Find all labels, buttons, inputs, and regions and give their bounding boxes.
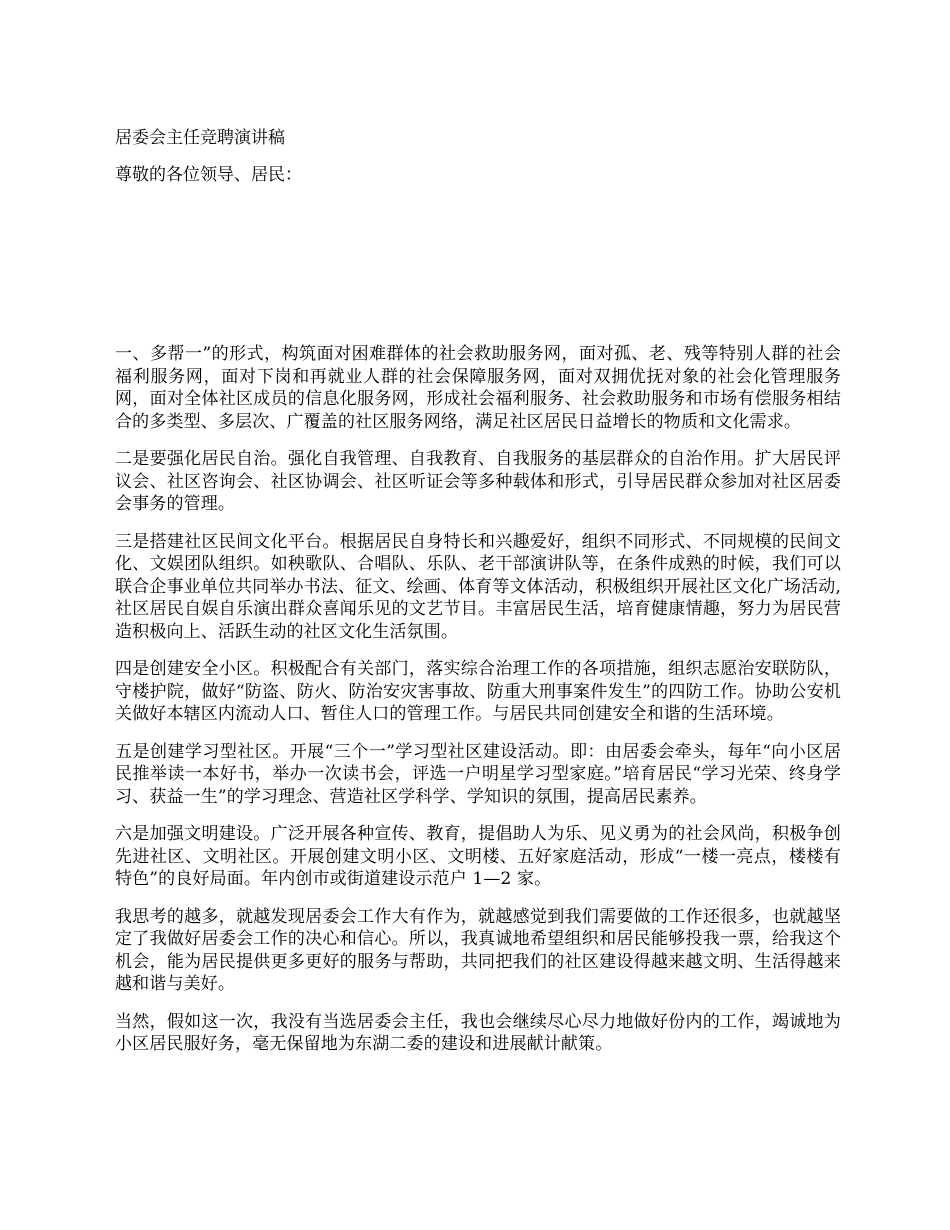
paragraph: 三是搭建社区民间文化平台。根据居民自身特长和兴趣爱好，组织不同形式、不同规模的民间文化、文娱团队组织。如秧歌队、合唱队、乐队、老干部演讲队等，在条件成熟的时候，我们可以联合企事业单位共同举办书法、征文、绘画、体育等文体活动，积极组织开展社区文化广场活动,社区居民自娱自乐演出群众喜闻乐见的文艺节目。丰富居民生活，培育健康情趣，努力为居民营造积极向上、活跃生动的社区文化生活氛围。 <box>115 531 841 642</box>
paragraph: 四是创建安全小区。积极配合有关部门，落实综合治理工作的各项措施，组织志愿治安联防队，守楼护院，做好“防盗、防火、防治安灾害事故、防重大刑事案件发生”的四防工作。协助公安机关做好本辖区内流动人口、暂住人口的管理工作。与居民共同创建安全和谐的生活环境。 <box>115 659 841 724</box>
paragraph: 六是加强文明建设。广泛开展各种宣传、教育，提倡助人为乐、见义勇为的社会风尚，积极争创先进社区、文明社区。开展创建文明小区、文明楼、五好家庭活动，形成“一楼一亮点，楼楼有特色”的良好局面。年内创市或街道建设示范户 1—2 家。 <box>115 824 841 889</box>
paragraph: 我思考的越多，就越发现居委会工作大有作为，就越感觉到我们需要做的工作还很多，也就越坚定了我做好居委会工作的决心和信心。所以，我真诚地希望组织和居民能够投我一票，给我这个机会，能为居民提供更多更好的服务与帮助，共同把我们的社区建设得越来越文明、生活得越来越和谐与美好。 <box>115 906 841 994</box>
salutation: 尊敬的各位领导、居民： <box>115 165 302 185</box>
paragraph: 当然，假如这一次，我没有当选居委会主任，我也会继续尽心尽力地做好份内的工作，竭诚地为小区居民服好务，毫无保留地为东湖二委的建设和进展献计献策。 <box>115 1011 841 1054</box>
document-title: 居委会主任竞聘演讲稿 <box>115 128 285 148</box>
paragraph: 二是要强化居民自治。强化自我管理、自我教育、自我服务的基层群众的自治作用。扩大居民评议会、社区咨询会、社区协调会、社区听证会等多种载体和形式，引导居民群众参加对社区居委会事务的管理。 <box>115 449 841 514</box>
paragraph: 一、多帮一”的形式，构筑面对困难群体的社会救助服务网，面对孤、老、残等特别人群的社会福利服务网，面对下岗和再就业人群的社会保障服务网，面对双拥优抚对象的社会化管理服务网，面对全体社区成员的信息化服务网，形成社会福利服务、社会救助服务和市场有偿服务相结合的多类型、多层次、广覆盖的社区服务网络，满足社区居民日益增长的物质和文化需求。 <box>115 344 841 432</box>
paragraph: 五是创建学习型社区。开展“三个一”学习型社区建设活动。即：由居委会牵头，每年“向小区居民推举读一本好书，举办一次读书会，评选一户明星学习型家庭。”培育居民“学习光荣、终身学习、获益一生”的学习理念、营造社区学科学、学知识的氛围，提高居民素养。 <box>115 741 841 807</box>
document-body <box>115 343 841 1071</box>
